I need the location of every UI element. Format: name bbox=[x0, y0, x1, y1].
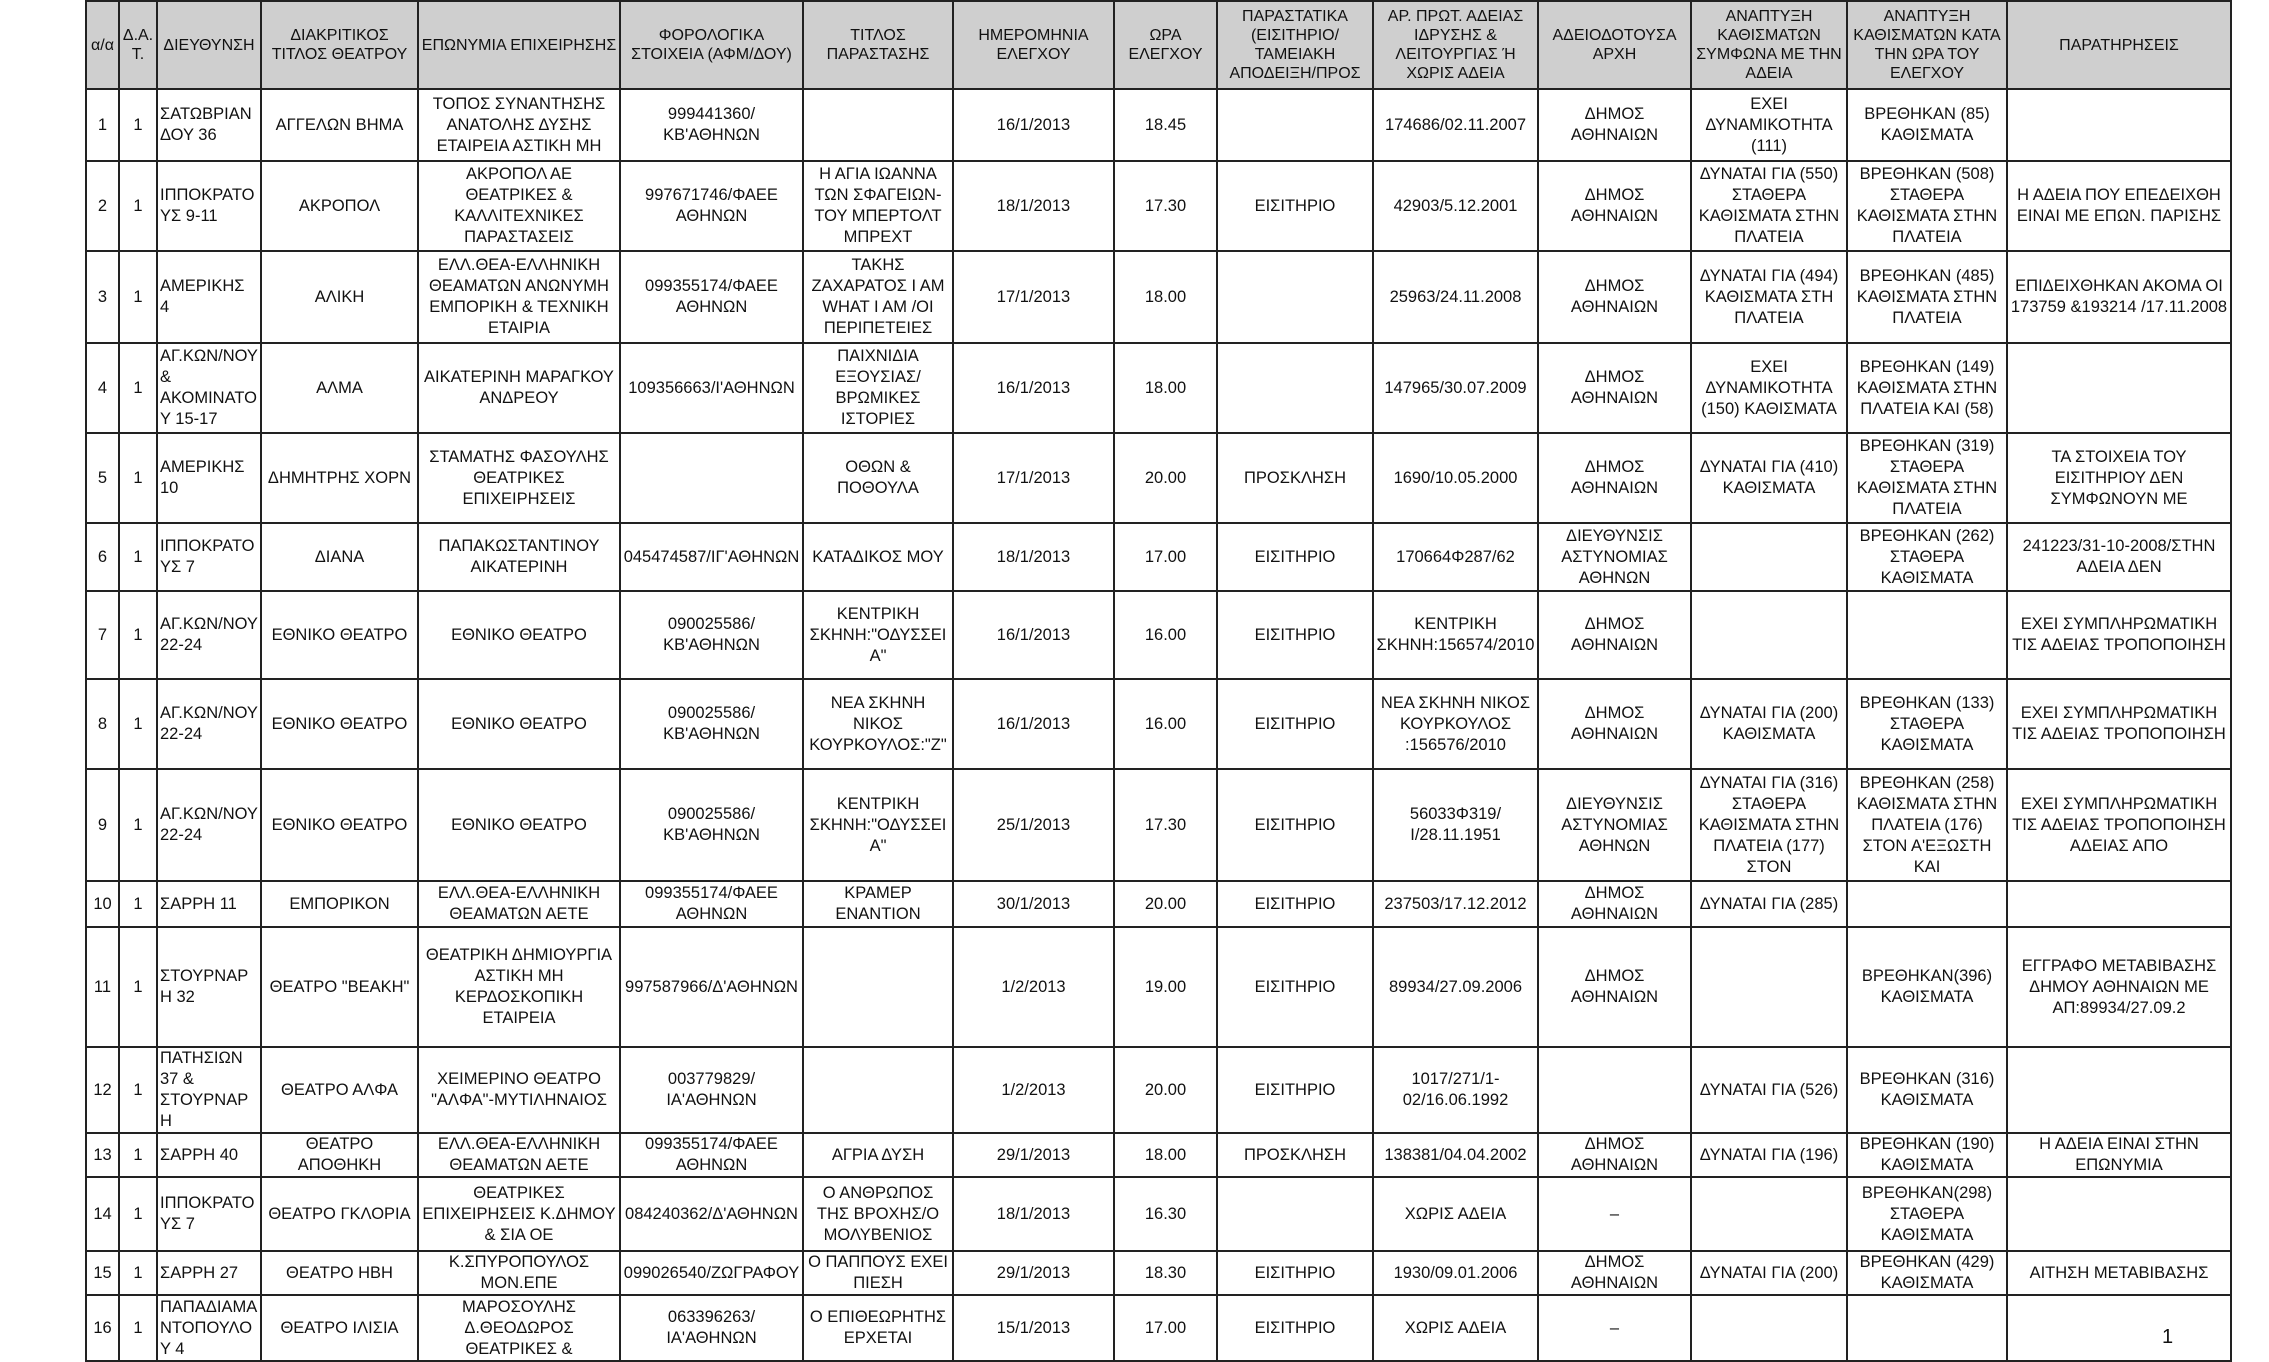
cell-dat: 1 bbox=[119, 591, 157, 679]
cell-dat: 1 bbox=[119, 89, 157, 161]
page-number: 1 bbox=[2162, 1326, 2174, 1348]
cell-show-title bbox=[803, 89, 953, 161]
cell-tax-info: 099355174/ΦΑΕΕ ΑΘΗΝΩΝ bbox=[620, 1133, 803, 1177]
cell-aa: 1 bbox=[86, 89, 119, 161]
cell-remarks: ΕΧΕΙ ΣΥΜΠΛΗΡΩΜΑΤΙΚΗ ΤΙΣ ΑΔΕΙΑΣ ΤΡΟΠΟΠΟΙΗΣΗ bbox=[2007, 591, 2231, 679]
cell-check-time: 16.00 bbox=[1114, 591, 1217, 679]
table-row bbox=[86, 927, 2231, 1047]
table-row bbox=[86, 1133, 2231, 1177]
cell-remarks bbox=[2007, 1295, 2231, 1361]
cell-aa: 2 bbox=[86, 161, 119, 251]
cell-address: ΙΠΠΟΚΡΑΤΟΥΣ 7 bbox=[157, 523, 261, 591]
cell-check-date: 16/1/2013 bbox=[953, 343, 1114, 433]
cell-license-no: 147965/30.07.2009 bbox=[1373, 343, 1538, 433]
cell-tax-info: 090025586/ΚΒ'ΑΘΗΝΩΝ bbox=[620, 591, 803, 679]
cell-check-time: 16.30 bbox=[1114, 1177, 1217, 1251]
cell-seats-found: ΒΡΕΘΗΚΑΝ (508) ΣΤΑΘΕΡΑ ΚΑΘΙΣΜΑΤΑ ΣΤΗΝ ΠΛΑΤΕΙΑ bbox=[1847, 161, 2007, 251]
cell-check-date: 16/1/2013 bbox=[953, 591, 1114, 679]
inspection-sheet bbox=[85, 0, 2232, 1362]
cell-business-name: ΣΤΑΜΑΤΗΣ ΦΑΣΟΥΛΗΣ ΘΕΑΤΡΙΚΕΣ ΕΠΙΧΕΙΡΗΣΕΙΣ bbox=[418, 433, 620, 523]
cell-license-no: ΧΩΡΙΣ ΑΔΕΙΑ bbox=[1373, 1177, 1538, 1251]
cell-remarks: ΕΓΓΡΑΦΟ ΜΕΤΑΒΙΒΑΣΗΣ ΔΗΜΟΥ ΑΘΗΝΑΙΩΝ ΜΕ ΑΠ:89934/27.09.2 bbox=[2007, 927, 2231, 1047]
cell-documents bbox=[1217, 1177, 1373, 1251]
cell-seats-license bbox=[1691, 591, 1847, 679]
header-row bbox=[86, 1, 2231, 89]
cell-dat: 1 bbox=[119, 881, 157, 927]
cell-check-date: 18/1/2013 bbox=[953, 523, 1114, 591]
cell-aa: 13 bbox=[86, 1133, 119, 1177]
table-row bbox=[86, 679, 2231, 769]
cell-seats-found: ΒΡΕΘΗΚΑΝ (262) ΣΤΑΘΕΡΑ ΚΑΘΙΣΜΑΤΑ bbox=[1847, 523, 2007, 591]
cell-tax-info: 090025586/ΚΒ'ΑΘΗΝΩΝ bbox=[620, 769, 803, 881]
cell-license-no: 1017/271/1-02/16.06.1992 bbox=[1373, 1047, 1538, 1133]
cell-dat: 1 bbox=[119, 343, 157, 433]
cell-documents: ΕΙΣΙΤΗΡΙΟ bbox=[1217, 1295, 1373, 1361]
cell-aa: 8 bbox=[86, 679, 119, 769]
cell-check-time: 17.00 bbox=[1114, 523, 1217, 591]
cell-seats-found: ΒΡΕΘΗΚΑΝ (429) ΚΑΘΙΣΜΑΤΑ bbox=[1847, 1251, 2007, 1295]
cell-aa: 3 bbox=[86, 251, 119, 343]
cell-remarks bbox=[2007, 881, 2231, 927]
cell-documents bbox=[1217, 251, 1373, 343]
cell-license-no: 174686/02.11.2007 bbox=[1373, 89, 1538, 161]
cell-dat: 1 bbox=[119, 433, 157, 523]
cell-documents: ΕΙΣΙΤΗΡΙΟ bbox=[1217, 927, 1373, 1047]
cell-show-title: Ο ΑΝΘΡΩΠΟΣ ΤΗΣ ΒΡΟΧΗΣ/Ο ΜΟΛΥΒΕΝΙΟΣ bbox=[803, 1177, 953, 1251]
cell-seats-license: ΔΥΝΑΤΑΙ ΓΙΑ (200) bbox=[1691, 1251, 1847, 1295]
cell-seats-license bbox=[1691, 1295, 1847, 1361]
cell-address: ΑΓ.ΚΩΝ/ΝΟΥ 22-24 bbox=[157, 591, 261, 679]
cell-check-date: 15/1/2013 bbox=[953, 1295, 1114, 1361]
cell-documents: ΠΡΟΣΚΛΗΣΗ bbox=[1217, 433, 1373, 523]
cell-tax-info: 997671746/ΦΑΕΕ ΑΘΗΝΩΝ bbox=[620, 161, 803, 251]
cell-license-no: ΧΩΡΙΣ ΑΔΕΙΑ bbox=[1373, 1295, 1538, 1361]
column-header-license-no: ΑΡ. ΠΡΩΤ. ΑΔΕΙΑΣ ΙΔΡΥΣΗΣ & ΛΕΙΤΟΥΡΓΙΑΣ Ή ΧΩΡΙΣ ΑΔΕΙΑ bbox=[1373, 1, 1538, 89]
cell-theatre-title: ΕΘΝΙΚΟ ΘΕΑΤΡΟ bbox=[261, 769, 418, 881]
cell-check-date: 1/2/2013 bbox=[953, 1047, 1114, 1133]
cell-dat: 1 bbox=[119, 1295, 157, 1361]
cell-theatre-title: ΕΜΠΟΡΙΚΟΝ bbox=[261, 881, 418, 927]
cell-business-name: ΕΛΛ.ΘΕΑ-ΕΛΛΗΝΙΚΗ ΘΕΑΜΑΤΩΝ ΑΕΤΕ bbox=[418, 881, 620, 927]
cell-tax-info: 099355174/ΦΑΕΕ ΑΘΗΝΩΝ bbox=[620, 881, 803, 927]
table-row bbox=[86, 523, 2231, 591]
cell-documents: ΕΙΣΙΤΗΡΙΟ bbox=[1217, 679, 1373, 769]
cell-seats-license: ΔΥΝΑΤΑΙ ΓΙΑ (410) ΚΑΘΙΣΜΑΤΑ bbox=[1691, 433, 1847, 523]
cell-seats-license bbox=[1691, 927, 1847, 1047]
cell-license-no: ΚΕΝΤΡΙΚΗ ΣΚΗΝΗ:156574/2010 bbox=[1373, 591, 1538, 679]
cell-tax-info: 045474587/ΙΓ'ΑΘΗΝΩΝ bbox=[620, 523, 803, 591]
cell-show-title: ΝΕΑ ΣΚΗΝΗ ΝΙΚΟΣ ΚΟΥΡΚΟΥΛΟΣ:"Ζ" bbox=[803, 679, 953, 769]
cell-license-no: 138381/04.04.2002 bbox=[1373, 1133, 1538, 1177]
cell-show-title: Η ΑΓΙΑ ΙΩΑΝΝΑ ΤΩΝ ΣΦΑΓΕΙΩΝ-ΤΟΥ ΜΠΕΡΤΟΛΤ ΜΠΡΕΧΤ bbox=[803, 161, 953, 251]
cell-show-title: Ο ΕΠΙΘΕΩΡΗΤΗΣ ΕΡΧΕΤΑΙ bbox=[803, 1295, 953, 1361]
cell-aa: 14 bbox=[86, 1177, 119, 1251]
cell-license-no: 56033Φ319/Ι/28.11.1951 bbox=[1373, 769, 1538, 881]
table-row bbox=[86, 251, 2231, 343]
column-header-seats-found: ΑΝΑΠΤΥΞΗ ΚΑΘΙΣΜΑΤΩΝ ΚΑΤΑ ΤΗΝ ΩΡΑ ΤΟΥ ΕΛΕΓΧΟΥ bbox=[1847, 1, 2007, 89]
cell-address: ΣΤΟΥΡΝΑΡΗ 32 bbox=[157, 927, 261, 1047]
cell-remarks bbox=[2007, 343, 2231, 433]
cell-address: ΣΑΡΡΗ 27 bbox=[157, 1251, 261, 1295]
cell-tax-info: 099026540/ΖΩΓΡΑΦΟΥ bbox=[620, 1251, 803, 1295]
cell-dat: 1 bbox=[119, 1047, 157, 1133]
table-row bbox=[86, 1177, 2231, 1251]
column-header-tax-info: ΦΟΡΟΛΟΓΙΚΑ ΣΤΟΙΧΕΙΑ (ΑΦΜ/ΔΟΥ) bbox=[620, 1, 803, 89]
cell-dat: 1 bbox=[119, 1177, 157, 1251]
cell-theatre-title: ΘΕΑΤΡΟ ΓΚΛΟΡΙΑ bbox=[261, 1177, 418, 1251]
cell-remarks: 241223/31-10-2008/ΣΤΗΝ ΑΔΕΙΑ ΔΕΝ bbox=[2007, 523, 2231, 591]
cell-address: ΑΜΕΡΙΚΗΣ 4 bbox=[157, 251, 261, 343]
cell-licensing-authority: ΔΙΕΥΘΥΝΣΙΣ ΑΣΤΥΝΟΜΙΑΣ ΑΘΗΝΩΝ bbox=[1538, 523, 1691, 591]
cell-check-time: 20.00 bbox=[1114, 433, 1217, 523]
cell-theatre-title: ΔΗΜΗΤΡΗΣ ΧΟΡΝ bbox=[261, 433, 418, 523]
cell-check-date: 25/1/2013 bbox=[953, 769, 1114, 881]
cell-seats-found: ΒΡΕΘΗΚΑΝ(396) ΚΑΘΙΣΜΑΤΑ bbox=[1847, 927, 2007, 1047]
cell-business-name: ΜΑΡΟΣΟΥΛΗΣ Δ.ΘΕΟΔΩΡΟΣ ΘΕΑΤΡΙΚΕΣ & bbox=[418, 1295, 620, 1361]
cell-dat: 1 bbox=[119, 769, 157, 881]
cell-seats-license: ΔΥΝΑΤΑΙ ΓΙΑ (285) bbox=[1691, 881, 1847, 927]
cell-check-time: 18.00 bbox=[1114, 343, 1217, 433]
cell-tax-info: 090025586/ΚΒ'ΑΘΗΝΩΝ bbox=[620, 679, 803, 769]
cell-tax-info: 099355174/ΦΑΕΕ ΑΘΗΝΩΝ bbox=[620, 251, 803, 343]
cell-business-name: ΘΕΑΤΡΙΚΗ ΔΗΜΙΟΥΡΓΙΑ ΑΣΤΙΚΗ ΜΗ ΚΕΡΔΟΣΚΟΠΙΚΗ ΕΤΑΙΡΕΙΑ bbox=[418, 927, 620, 1047]
cell-remarks bbox=[2007, 89, 2231, 161]
cell-seats-found: ΒΡΕΘΗΚΑΝ (149) ΚΑΘΙΣΜΑΤΑ ΣΤΗΝ ΠΛΑΤΕΙΑ ΚΑΙ (58) bbox=[1847, 343, 2007, 433]
cell-licensing-authority: – bbox=[1538, 1177, 1691, 1251]
cell-business-name: ΘΕΑΤΡΙΚΕΣ ΕΠΙΧΕΙΡΗΣΕΙΣ Κ.ΔΗΜΟΥ & ΣΙΑ ΟΕ bbox=[418, 1177, 620, 1251]
cell-aa: 12 bbox=[86, 1047, 119, 1133]
cell-theatre-title: ΘΕΑΤΡΟ ΙΛΙΣΙΑ bbox=[261, 1295, 418, 1361]
cell-show-title: ΚΕΝΤΡΙΚΗ ΣΚΗΝΗ:"ΟΔΥΣΣΕΙΑ" bbox=[803, 769, 953, 881]
cell-licensing-authority: ΔΗΜΟΣ ΑΘΗΝΑΙΩΝ bbox=[1538, 1133, 1691, 1177]
cell-documents: ΕΙΣΙΤΗΡΙΟ bbox=[1217, 1047, 1373, 1133]
cell-theatre-title: ΑΓΓΕΛΩΝ ΒΗΜΑ bbox=[261, 89, 418, 161]
column-header-check-date: ΗΜΕΡΟΜΗΝΙΑ ΕΛΕΓΧΟΥ bbox=[953, 1, 1114, 89]
cell-business-name: ΕΛΛ.ΘΕΑ-ΕΛΛΗΝΙΚΗ ΘΕΑΜΑΤΩΝ ΑΕΤΕ bbox=[418, 1133, 620, 1177]
cell-seats-license: ΔΥΝΑΤΑΙ ΓΙΑ (196) bbox=[1691, 1133, 1847, 1177]
cell-address: ΙΠΠΟΚΡΑΤΟΥΣ 7 bbox=[157, 1177, 261, 1251]
cell-seats-found: ΒΡΕΘΗΚΑΝ(298) ΣΤΑΘΕΡΑ ΚΑΘΙΣΜΑΤΑ bbox=[1847, 1177, 2007, 1251]
cell-show-title: ΚΑΤΑΔΙΚΟΣ ΜΟΥ bbox=[803, 523, 953, 591]
table-row bbox=[86, 881, 2231, 927]
cell-licensing-authority: ΔΗΜΟΣ ΑΘΗΝΑΙΩΝ bbox=[1538, 591, 1691, 679]
column-header-check-time: ΩΡΑ ΕΛΕΓΧΟΥ bbox=[1114, 1, 1217, 89]
cell-dat: 1 bbox=[119, 161, 157, 251]
cell-remarks: ΕΠΙΔΕΙΧΘΗΚΑΝ ΑΚΟΜΑ ΟΙ 173759 &193214 /17.11.2008 bbox=[2007, 251, 2231, 343]
cell-license-no: 237503/17.12.2012 bbox=[1373, 881, 1538, 927]
cell-check-time: 17.00 bbox=[1114, 1295, 1217, 1361]
cell-check-time: 17.30 bbox=[1114, 161, 1217, 251]
cell-check-time: 18.00 bbox=[1114, 1133, 1217, 1177]
cell-theatre-title: ΑΛΙΚΗ bbox=[261, 251, 418, 343]
table-row bbox=[86, 769, 2231, 881]
cell-tax-info: 999441360/ΚΒ'ΑΘΗΝΩΝ bbox=[620, 89, 803, 161]
cell-documents bbox=[1217, 343, 1373, 433]
cell-address: ΑΓ.ΚΩΝ/ΝΟΥ & ΑΚΟΜΙΝΑΤΟΥ 15-17 bbox=[157, 343, 261, 433]
cell-address: ΙΠΠΟΚΡΑΤΟΥΣ 9-11 bbox=[157, 161, 261, 251]
cell-check-time: 20.00 bbox=[1114, 1047, 1217, 1133]
cell-licensing-authority: ΔΗΜΟΣ ΑΘΗΝΑΙΩΝ bbox=[1538, 433, 1691, 523]
cell-dat: 1 bbox=[119, 251, 157, 343]
cell-aa: 7 bbox=[86, 591, 119, 679]
table-row bbox=[86, 1047, 2231, 1133]
cell-check-time: 19.00 bbox=[1114, 927, 1217, 1047]
cell-check-time: 16.00 bbox=[1114, 679, 1217, 769]
cell-theatre-title: ΘΕΑΤΡΟ ΗΒΗ bbox=[261, 1251, 418, 1295]
cell-check-date: 16/1/2013 bbox=[953, 679, 1114, 769]
cell-address: ΣΑΡΡΗ 11 bbox=[157, 881, 261, 927]
cell-theatre-title: ΕΘΝΙΚΟ ΘΕΑΤΡΟ bbox=[261, 679, 418, 769]
cell-show-title: ΚΕΝΤΡΙΚΗ ΣΚΗΝΗ:"ΟΔΥΣΣΕΙΑ" bbox=[803, 591, 953, 679]
cell-check-date: 17/1/2013 bbox=[953, 433, 1114, 523]
cell-business-name: ΕΘΝΙΚΟ ΘΕΑΤΡΟ bbox=[418, 769, 620, 881]
cell-remarks: ΕΧΕΙ ΣΥΜΠΛΗΡΩΜΑΤΙΚΗ ΤΙΣ ΑΔΕΙΑΣ ΤΡΟΠΟΠΟΙΗΣΗ ΑΔΕΙΑΣ ΑΠΟ bbox=[2007, 769, 2231, 881]
table-body bbox=[86, 89, 2231, 1361]
cell-dat: 1 bbox=[119, 523, 157, 591]
cell-seats-license: ΔΥΝΑΤΑΙ ΓΙΑ (494) ΚΑΘΙΣΜΑΤΑ ΣΤΗ ΠΛΑΤΕΙΑ bbox=[1691, 251, 1847, 343]
inspection-table bbox=[85, 0, 2232, 1362]
column-header-seats-license: ΑΝΑΠΤΥΞΗ ΚΑΘΙΣΜΑΤΩΝ ΣΥΜΦΩΝΑ ΜΕ ΤΗΝ ΑΔΕΙΑ bbox=[1691, 1, 1847, 89]
column-header-licensing-authority: ΑΔΕΙΟΔΟΤΟΥΣΑ ΑΡΧΗ bbox=[1538, 1, 1691, 89]
cell-business-name: ΕΛΛ.ΘΕΑ-ΕΛΛΗΝΙΚΗ ΘΕΑΜΑΤΩΝ ΑΝΩΝΥΜΗ ΕΜΠΟΡΙΚΗ & ΤΕΧΝΙΚΗ ΕΤΑΙΡΙΑ bbox=[418, 251, 620, 343]
cell-documents: ΕΙΣΙΤΗΡΙΟ bbox=[1217, 591, 1373, 679]
cell-tax-info: 997587966/Δ'ΑΘΗΝΩΝ bbox=[620, 927, 803, 1047]
cell-remarks bbox=[2007, 1047, 2231, 1133]
cell-documents: ΕΙΣΙΤΗΡΙΟ bbox=[1217, 161, 1373, 251]
column-header-aa: α/α bbox=[86, 1, 119, 89]
cell-tax-info bbox=[620, 433, 803, 523]
cell-license-no: ΝΕΑ ΣΚΗΝΗ ΝΙΚΟΣ ΚΟΥΡΚΟΥΛΟΣ :156576/2010 bbox=[1373, 679, 1538, 769]
cell-show-title: ΤΑΚΗΣ ΖΑΧΑΡΑΤΟΣ I AM WHAT I AM /ΟΙ ΠΕΡΙΠΕΤΕΙΕΣ bbox=[803, 251, 953, 343]
column-header-dat: Δ.Α.Τ. bbox=[119, 1, 157, 89]
cell-address: ΣΑΤΩΒΡΙΑΝΔΟΥ 36 bbox=[157, 89, 261, 161]
cell-business-name: ΑΚΡΟΠΟΛ ΑΕ ΘΕΑΤΡΙΚΕΣ & ΚΑΛΛΙΤΕΧΝΙΚΕΣ ΠΑΡΑΣΤΑΣΕΙΣ bbox=[418, 161, 620, 251]
column-header-remarks: ΠΑΡΑΤΗΡΗΣΕΙΣ bbox=[2007, 1, 2231, 89]
cell-license-no: 25963/24.11.2008 bbox=[1373, 251, 1538, 343]
table-row bbox=[86, 1295, 2231, 1361]
cell-seats-license: ΔΥΝΑΤΑΙ ΓΙΑ (550) ΣΤΑΘΕΡΑ ΚΑΘΙΣΜΑΤΑ ΣΤΗΝ ΠΛΑΤΕΙΑ bbox=[1691, 161, 1847, 251]
cell-aa: 4 bbox=[86, 343, 119, 433]
cell-aa: 5 bbox=[86, 433, 119, 523]
cell-seats-found: ΒΡΕΘΗΚΑΝ (258) ΚΑΘΙΣΜΑΤΑ ΣΤΗΝ ΠΛΑΤΕΙΑ (176) ΣΤΟΝ Α'ΕΞΩΣΤΗ ΚΑΙ bbox=[1847, 769, 2007, 881]
table-row bbox=[86, 161, 2231, 251]
cell-seats-found: ΒΡΕΘΗΚΑΝ (316) ΚΑΘΙΣΜΑΤΑ bbox=[1847, 1047, 2007, 1133]
cell-address: ΠΑΤΗΣΙΩΝ 37 & ΣΤΟΥΡΝΑΡΗ bbox=[157, 1047, 261, 1133]
column-header-address: ΔΙΕΥΘΥΝΣΗ bbox=[157, 1, 261, 89]
cell-licensing-authority: ΔΙΕΥΘΥΝΣΙΣ ΑΣΤΥΝΟΜΙΑΣ ΑΘΗΝΩΝ bbox=[1538, 769, 1691, 881]
cell-show-title: ΚΡΑΜΕΡ ΕΝΑΝΤΙΟΝ bbox=[803, 881, 953, 927]
cell-check-date: 18/1/2013 bbox=[953, 161, 1114, 251]
cell-licensing-authority: ΔΗΜΟΣ ΑΘΗΝΑΙΩΝ bbox=[1538, 1251, 1691, 1295]
cell-address: ΑΓ.ΚΩΝ/ΝΟΥ 22-24 bbox=[157, 679, 261, 769]
cell-documents: ΕΙΣΙΤΗΡΙΟ bbox=[1217, 1251, 1373, 1295]
cell-licensing-authority: ΔΗΜΟΣ ΑΘΗΝΑΙΩΝ bbox=[1538, 679, 1691, 769]
cell-theatre-title: ΑΚΡΟΠΟΛ bbox=[261, 161, 418, 251]
cell-business-name: Κ.ΣΠΥΡΟΠΟΥΛΟΣ ΜΟΝ.ΕΠΕ bbox=[418, 1251, 620, 1295]
cell-theatre-title: ΕΘΝΙΚΟ ΘΕΑΤΡΟ bbox=[261, 591, 418, 679]
cell-address: ΑΓ.ΚΩΝ/ΝΟΥ 22-24 bbox=[157, 769, 261, 881]
cell-tax-info: 084240362/Δ'ΑΘΗΝΩΝ bbox=[620, 1177, 803, 1251]
cell-seats-license: ΔΥΝΑΤΑΙ ΓΙΑ (526) bbox=[1691, 1047, 1847, 1133]
cell-seats-license: ΔΥΝΑΤΑΙ ΓΙΑ (316) ΣΤΑΘΕΡΑ ΚΑΘΙΣΜΑΤΑ ΣΤΗΝ ΠΛΑΤΕΙΑ (177) ΣΤΟΝ bbox=[1691, 769, 1847, 881]
cell-business-name: ΕΘΝΙΚΟ ΘΕΑΤΡΟ bbox=[418, 591, 620, 679]
cell-show-title: ΑΓΡΙΑ ΔΥΣΗ bbox=[803, 1133, 953, 1177]
cell-show-title bbox=[803, 927, 953, 1047]
cell-tax-info: 003779829/ΙΑ'ΑΘΗΝΩΝ bbox=[620, 1047, 803, 1133]
cell-documents: ΕΙΣΙΤΗΡΙΟ bbox=[1217, 523, 1373, 591]
cell-check-date: 1/2/2013 bbox=[953, 927, 1114, 1047]
cell-remarks bbox=[2007, 1177, 2231, 1251]
cell-show-title: ΠΑΙΧΝΙΔΙΑ ΕΞΟΥΣΙΑΣ/ΒΡΩΜΙΚΕΣ ΙΣΤΟΡΙΕΣ bbox=[803, 343, 953, 433]
cell-show-title bbox=[803, 1047, 953, 1133]
cell-seats-found: ΒΡΕΘΗΚΑΝ (190) ΚΑΘΙΣΜΑΤΑ bbox=[1847, 1133, 2007, 1177]
cell-address: ΑΜΕΡΙΚΗΣ 10 bbox=[157, 433, 261, 523]
cell-address: ΣΑΡΡΗ 40 bbox=[157, 1133, 261, 1177]
cell-check-time: 18.30 bbox=[1114, 1251, 1217, 1295]
cell-license-no: 1930/09.01.2006 bbox=[1373, 1251, 1538, 1295]
cell-show-title: Ο ΠΑΠΠΟΥΣ ΕΧΕΙ ΠΙΕΣΗ bbox=[803, 1251, 953, 1295]
cell-seats-found bbox=[1847, 591, 2007, 679]
cell-aa: 15 bbox=[86, 1251, 119, 1295]
table-row bbox=[86, 89, 2231, 161]
cell-seats-license: ΕΧΕΙ ΔΥΝΑΜΙΚΟΤΗΤΑ (111) bbox=[1691, 89, 1847, 161]
table-row bbox=[86, 433, 2231, 523]
cell-seats-license bbox=[1691, 523, 1847, 591]
table-row bbox=[86, 1251, 2231, 1295]
cell-license-no: 42903/5.12.2001 bbox=[1373, 161, 1538, 251]
cell-check-time: 18.45 bbox=[1114, 89, 1217, 161]
cell-check-date: 30/1/2013 bbox=[953, 881, 1114, 927]
cell-aa: 6 bbox=[86, 523, 119, 591]
cell-licensing-authority: ΔΗΜΟΣ ΑΘΗΝΑΙΩΝ bbox=[1538, 881, 1691, 927]
cell-seats-found: ΒΡΕΘΗΚΑΝ (319) ΣΤΑΘΕΡΑ ΚΑΘΙΣΜΑΤΑ ΣΤΗΝ ΠΛΑΤΕΙΑ bbox=[1847, 433, 2007, 523]
cell-seats-license bbox=[1691, 1177, 1847, 1251]
cell-licensing-authority bbox=[1538, 1047, 1691, 1133]
cell-documents: ΕΙΣΙΤΗΡΙΟ bbox=[1217, 881, 1373, 927]
cell-remarks: ΕΧΕΙ ΣΥΜΠΛΗΡΩΜΑΤΙΚΗ ΤΙΣ ΑΔΕΙΑΣ ΤΡΟΠΟΠΟΙΗΣΗ bbox=[2007, 679, 2231, 769]
cell-theatre-title: ΔΙΑΝΑ bbox=[261, 523, 418, 591]
cell-theatre-title: ΘΕΑΤΡΟ ΑΠΟΘΗΚΗ bbox=[261, 1133, 418, 1177]
cell-license-no: 89934/27.09.2006 bbox=[1373, 927, 1538, 1047]
cell-check-time: 17.30 bbox=[1114, 769, 1217, 881]
cell-aa: 16 bbox=[86, 1295, 119, 1361]
cell-business-name: ΧΕΙΜΕΡΙΝΟ ΘΕΑΤΡΟ "ΑΛΦΑ"-ΜΥΤΙΛΗΝΑΙΟΣ bbox=[418, 1047, 620, 1133]
column-header-theatre-title: ΔΙΑΚΡΙΤΙΚΟΣ ΤΙΤΛΟΣ ΘΕΑΤΡΟΥ bbox=[261, 1, 418, 89]
cell-business-name: ΠΑΠΑΚΩΣΤΑΝΤΙΝΟΥ ΑΙΚΑΤΕΡΙΝΗ bbox=[418, 523, 620, 591]
cell-theatre-title: ΘΕΑΤΡΟ "ΒΕΑΚΗ" bbox=[261, 927, 418, 1047]
cell-seats-license: ΔΥΝΑΤΑΙ ΓΙΑ (200) ΚΑΘΙΣΜΑΤΑ bbox=[1691, 679, 1847, 769]
cell-licensing-authority: ΔΗΜΟΣ ΑΘΗΝΑΙΩΝ bbox=[1538, 343, 1691, 433]
cell-theatre-title: ΑΛΜΑ bbox=[261, 343, 418, 433]
cell-licensing-authority: ΔΗΜΟΣ ΑΘΗΝΑΙΩΝ bbox=[1538, 927, 1691, 1047]
cell-address: ΠΑΠΑΔΙΑΜΑΝΤΟΠΟΥΛΟΥ 4 bbox=[157, 1295, 261, 1361]
table-row bbox=[86, 591, 2231, 679]
cell-licensing-authority: ΔΗΜΟΣ ΑΘΗΝΑΙΩΝ bbox=[1538, 161, 1691, 251]
cell-documents: ΕΙΣΙΤΗΡΙΟ bbox=[1217, 769, 1373, 881]
cell-remarks: ΤΑ ΣΤΟΙΧΕΙΑ ΤΟΥ ΕΙΣΙΤΗΡΙΟΥ ΔΕΝ ΣΥΜΦΩΝΟΥΝ ΜΕ bbox=[2007, 433, 2231, 523]
cell-seats-found bbox=[1847, 881, 2007, 927]
column-header-show-title: ΤΙΤΛΟΣ ΠΑΡΑΣΤΑΣΗΣ bbox=[803, 1, 953, 89]
cell-check-date: 29/1/2013 bbox=[953, 1133, 1114, 1177]
cell-dat: 1 bbox=[119, 1133, 157, 1177]
cell-seats-found: ΒΡΕΘΗΚΑΝ (133) ΣΤΑΘΕΡΑ ΚΑΘΙΣΜΑΤΑ bbox=[1847, 679, 2007, 769]
cell-tax-info: 109356663/Ι'ΑΘΗΝΩΝ bbox=[620, 343, 803, 433]
cell-remarks: Η ΑΔΕΙΑ ΕΙΝΑΙ ΣΤΗΝ ΕΠΩΝΥΜΙΑ bbox=[2007, 1133, 2231, 1177]
cell-check-date: 29/1/2013 bbox=[953, 1251, 1114, 1295]
cell-documents: ΠΡΟΣΚΛΗΣΗ bbox=[1217, 1133, 1373, 1177]
cell-business-name: ΤΟΠΟΣ ΣΥΝΑΝΤΗΣΗΣ ΑΝΑΤΟΛΗΣ ΔΥΣΗΣ ΕΤΑΙΡΕΙΑ ΑΣΤΙΚΗ ΜΗ bbox=[418, 89, 620, 161]
cell-aa: 10 bbox=[86, 881, 119, 927]
cell-license-no: 1690/10.05.2000 bbox=[1373, 433, 1538, 523]
cell-remarks: Η ΑΔΕΙΑ ΠΟΥ ΕΠΕΔΕΙΧΘΗ ΕΙΝΑΙ ΜΕ ΕΠΩΝ. ΠΑΡΙΣΗΣ bbox=[2007, 161, 2231, 251]
cell-aa: 11 bbox=[86, 927, 119, 1047]
column-header-documents: ΠΑΡΑΣΤΑΤΙΚΑ (ΕΙΣΙΤΗΡΙΟ/ΤΑΜΕΙΑΚΗ ΑΠΟΔΕΙΞΗ/ΠΡΟΣ bbox=[1217, 1, 1373, 89]
cell-check-time: 18.00 bbox=[1114, 251, 1217, 343]
cell-licensing-authority: – bbox=[1538, 1295, 1691, 1361]
cell-check-date: 18/1/2013 bbox=[953, 1177, 1114, 1251]
cell-remarks: ΑΙΤΗΣΗ ΜΕΤΑΒΙΒΑΣΗΣ bbox=[2007, 1251, 2231, 1295]
cell-seats-found bbox=[1847, 1295, 2007, 1361]
cell-show-title: ΟΘΩΝ & ΠΟΘΟΥΛΑ bbox=[803, 433, 953, 523]
column-header-business-name: ΕΠΩΝΥΜΙΑ ΕΠΙΧΕΙΡΗΣΗΣ bbox=[418, 1, 620, 89]
cell-seats-license: ΕΧΕΙ ΔΥΝΑΜΙΚΟΤΗΤΑ (150) ΚΑΘΙΣΜΑΤΑ bbox=[1691, 343, 1847, 433]
cell-theatre-title: ΘΕΑΤΡΟ ΑΛΦΑ bbox=[261, 1047, 418, 1133]
cell-business-name: ΕΘΝΙΚΟ ΘΕΑΤΡΟ bbox=[418, 679, 620, 769]
cell-dat: 1 bbox=[119, 679, 157, 769]
cell-seats-found: ΒΡΕΘΗΚΑΝ (485) ΚΑΘΙΣΜΑΤΑ ΣΤΗΝ ΠΛΑΤΕΙΑ bbox=[1847, 251, 2007, 343]
cell-documents bbox=[1217, 89, 1373, 161]
cell-check-date: 17/1/2013 bbox=[953, 251, 1114, 343]
cell-aa: 9 bbox=[86, 769, 119, 881]
cell-dat: 1 bbox=[119, 927, 157, 1047]
cell-check-time: 20.00 bbox=[1114, 881, 1217, 927]
cell-tax-info: 063396263/ΙΑ'ΑΘΗΝΩΝ bbox=[620, 1295, 803, 1361]
cell-licensing-authority: ΔΗΜΟΣ ΑΘΗΝΑΙΩΝ bbox=[1538, 251, 1691, 343]
cell-license-no: 170664Φ287/62 bbox=[1373, 523, 1538, 591]
cell-check-date: 16/1/2013 bbox=[953, 89, 1114, 161]
cell-business-name: ΑΙΚΑΤΕΡΙΝΗ ΜΑΡΑΓΚΟΥ ΑΝΔΡΕΟΥ bbox=[418, 343, 620, 433]
table-row bbox=[86, 343, 2231, 433]
cell-seats-found: ΒΡΕΘΗΚΑΝ (85) ΚΑΘΙΣΜΑΤΑ bbox=[1847, 89, 2007, 161]
cell-dat: 1 bbox=[119, 1251, 157, 1295]
cell-licensing-authority: ΔΗΜΟΣ ΑΘΗΝΑΙΩΝ bbox=[1538, 89, 1691, 161]
